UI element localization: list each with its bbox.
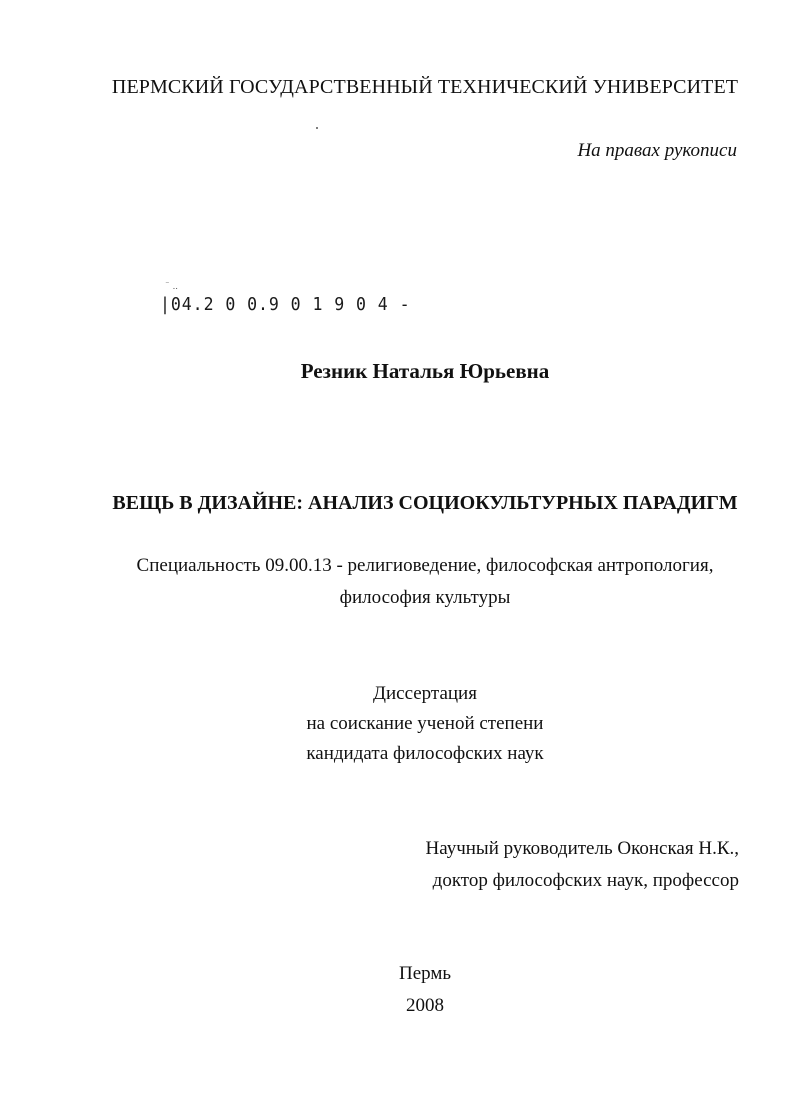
- library-stamp-number: [160, 294, 410, 315]
- stamp-dash: ‐: [388, 294, 411, 315]
- advisor-line-2: доктор философских наук, профессор: [432, 870, 739, 891]
- specialty-line-1: Специальность 09.00.13 - религиоведение, философская антропология,: [136, 555, 714, 576]
- stamp-marks-decoration: ‾ ‥: [166, 282, 179, 291]
- scan-speck: [316, 127, 318, 129]
- specialty-line-2: философия культуры: [339, 587, 511, 608]
- year: 2008: [406, 995, 444, 1016]
- degree-line-1: Диссертация: [373, 683, 477, 704]
- university-name: ПЕРМСКИЙ ГОСУДАРСТВЕННЫЙ ТЕХНИЧЕСКИЙ УНИВЕРСИТЕТ: [111, 76, 739, 98]
- advisor-line-1: Научный руководитель Оконская Н.К.,: [425, 838, 739, 859]
- city: Пермь: [398, 963, 452, 984]
- author-name: Резник Наталья Юрьевна: [300, 359, 550, 383]
- stamp-number-text: 04.2 0 0.9 0 1 9 0 4: [170, 294, 389, 315]
- degree-line-2: на соискание ученой степени: [306, 713, 544, 734]
- thesis-title: ВЕЩЬ В ДИЗАЙНЕ: АНАЛИЗ СОЦИОКУЛЬТУРНЫХ ПАРАДИГМ: [112, 492, 738, 514]
- stamp-bar: |: [160, 294, 171, 315]
- degree-line-3: кандидата философских наук: [306, 743, 544, 764]
- manuscript-rights-note: На правах рукописи: [577, 140, 737, 161]
